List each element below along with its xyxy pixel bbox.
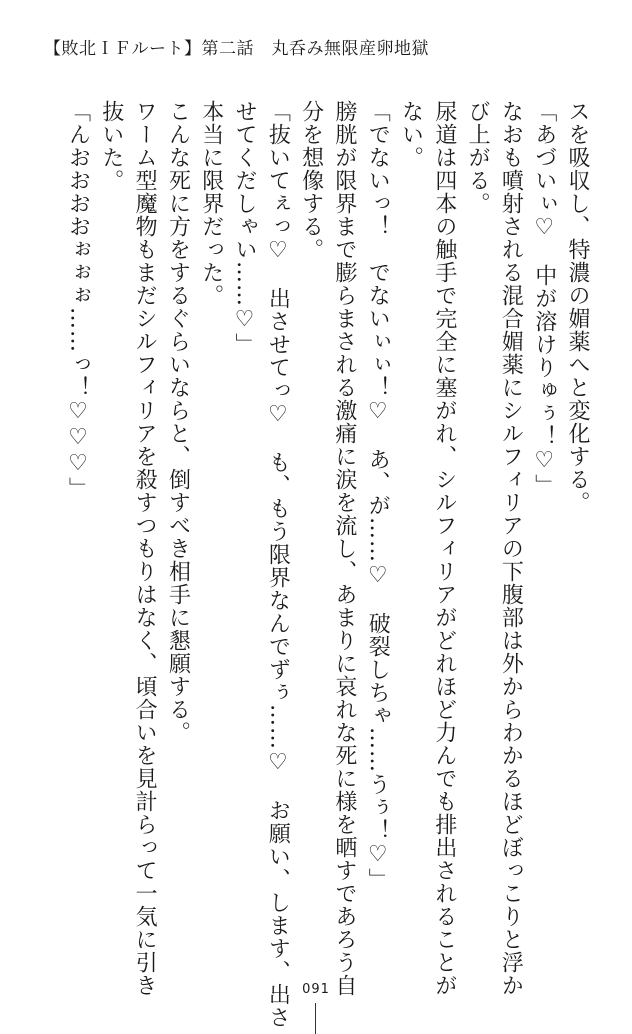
text-column: 本当に限界だった。: [198, 100, 224, 307]
text-column: 「抜いてぇっ♡ 出させてっ♡ も、もう限界なんでずぅ……♡ お願い、します、出さ: [265, 100, 291, 1029]
text-column: ない。: [398, 100, 424, 169]
page-number: 091: [302, 982, 330, 997]
text-column: 尿道は四本の触手で完全に塞がれ、シルフィリアがどれほど力んでも排出されることが: [431, 100, 457, 997]
chapter-header: 【敗北ＩＦルート】第二話 丸呑み無限産卵地獄: [44, 39, 429, 59]
text-column: 膀胱が限界まで膨らまされる激痛に涙を流し、あまりに哀れな死に様を晒すであろう自: [331, 100, 357, 997]
text-column: 「あづいぃ♡ 中が溶けりゅぅ！♡」: [531, 100, 557, 497]
text-column: スを吸収し、特濃の媚薬へと変化する。: [565, 100, 590, 514]
text-column: 「んおおおおぉぉぉ……っ！♡♡♡」: [65, 100, 91, 500]
text-column: 抜いた。: [98, 100, 124, 192]
text-column: 分を想像する。: [298, 100, 324, 261]
text-column: ワーム型魔物もまだシルフィリアを殺すつもりはなく、頃合いを見計らって一気に引き: [132, 100, 158, 997]
text-column: 「でないっ！ でないぃぃ！♡ あ、が……♡ 破裂しちゃ……うぅ！♡」: [365, 100, 391, 891]
text-column: なおも噴射される混合媚薬にシルフィリアの下腹部は外からわかるほどぼっこりと浮か: [498, 100, 524, 997]
text-column: こんな死に方をするぐらいならと、倒すべき相手に懇願する。: [165, 100, 191, 744]
text-column: せてくだしゃい……♡」: [232, 100, 258, 356]
page-number-rule: [315, 1003, 316, 1034]
text-column: び上がる。: [465, 100, 491, 215]
